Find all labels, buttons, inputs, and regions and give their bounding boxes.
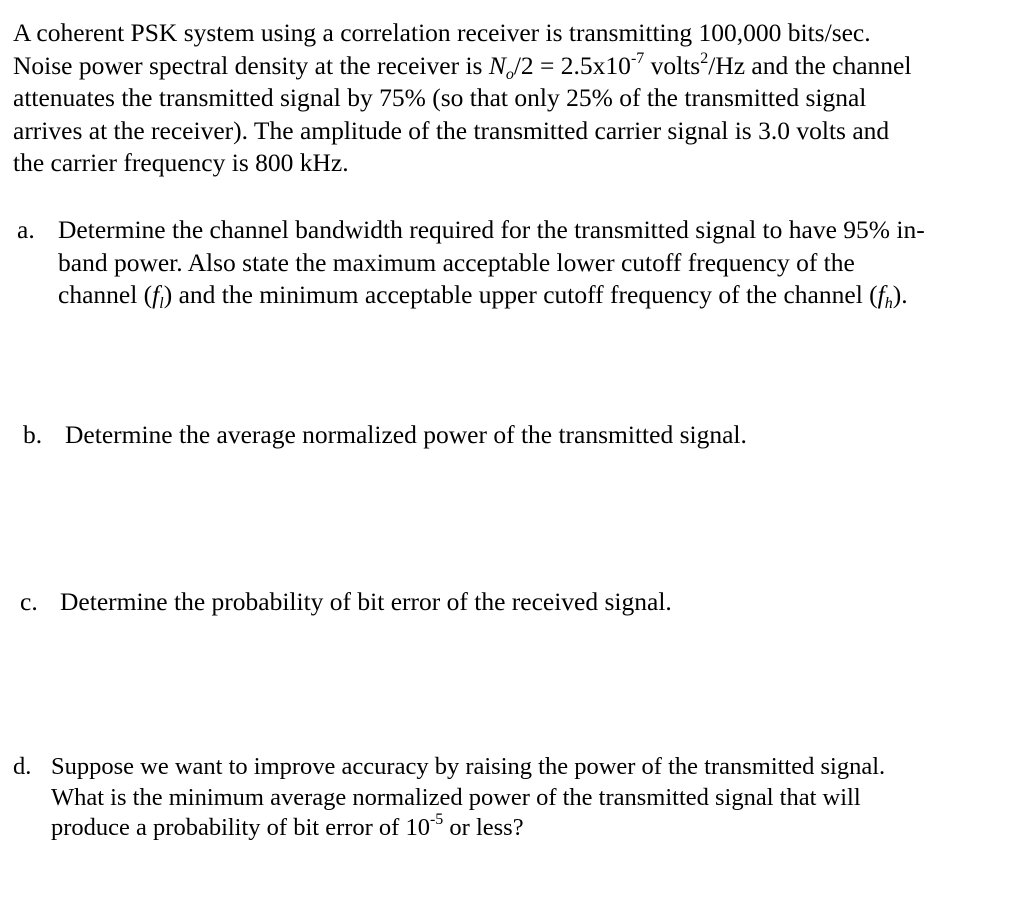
intro-line-4: arrives at the receiver). The amplitude of the transmitted carrier signal is 3.0 volts and: [13, 115, 890, 145]
subscript-l: l: [159, 295, 164, 313]
question-d-line-3-end: or less?: [443, 814, 524, 841]
question-c-label: c.: [20, 587, 38, 616]
problem-statement: [13, 17, 1013, 180]
question-a-line-3: [58, 279, 925, 312]
error-exponent: -5: [429, 811, 444, 828]
question-d-text: [51, 752, 885, 844]
question-a-line-3-text: channel (: [58, 280, 153, 310]
intro-line-5: the carrier frequency is 800 kHz.: [13, 148, 349, 178]
question-d-label: d.: [13, 753, 32, 780]
question-b-text: Determine the average normalized power of the transmitted signal.: [65, 420, 747, 449]
question-a-label: a.: [17, 215, 35, 244]
question-a-line-1: Determine the channel bandwidth required for the transmitted signal to have 95% in-: [58, 215, 925, 244]
noise-symbol-n: N: [488, 50, 506, 80]
question-d-line-3-text: produce a probability of bit error of 10: [51, 814, 430, 841]
intro-line-2-text: Noise power spectral density at the receiver is: [13, 50, 489, 80]
intro-line-2: [13, 50, 1013, 83]
question-a-line-3-mid: ) and the minimum acceptable upper cutoff frequency of the channel (: [163, 280, 878, 310]
question-c-text: Determine the probability of bit error of the received signal.: [60, 587, 672, 616]
question-d-line-1: Suppose we want to improve accuracy by raising the power of the transmitted signal.: [51, 753, 886, 780]
question-a-text: [58, 214, 925, 312]
question-a-line-2: band power. Also state the maximum acceptable lower cutoff frequency of the: [58, 247, 855, 277]
intro-line-2-end: /Hz and the channel: [708, 50, 912, 80]
symbol-f-low: f: [152, 280, 160, 310]
question-b-label: b.: [23, 420, 43, 449]
intro-line-3: attenuates the transmitted signal by 75% (so that only 25% of the transmitted signal: [13, 83, 867, 113]
intro-line-1: A coherent PSK system using a correlation receiver is transmitting 100,000 bits/sec.: [13, 18, 871, 47]
unit-exponent: 2: [700, 49, 709, 67]
noise-subscript-o: o: [505, 65, 514, 83]
question-d-line-2: What is the minimum average normalized power of the transmitted signal that will: [51, 783, 861, 811]
noise-value: /2 = 2.5x10: [513, 50, 631, 80]
subscript-h: h: [884, 295, 893, 313]
question-d-line-3: [51, 813, 885, 844]
unit-volts: volts: [644, 50, 701, 80]
question-a-line-3-end: ).: [892, 280, 908, 310]
noise-exponent: -7: [630, 49, 645, 67]
symbol-f-high: f: [877, 280, 885, 310]
